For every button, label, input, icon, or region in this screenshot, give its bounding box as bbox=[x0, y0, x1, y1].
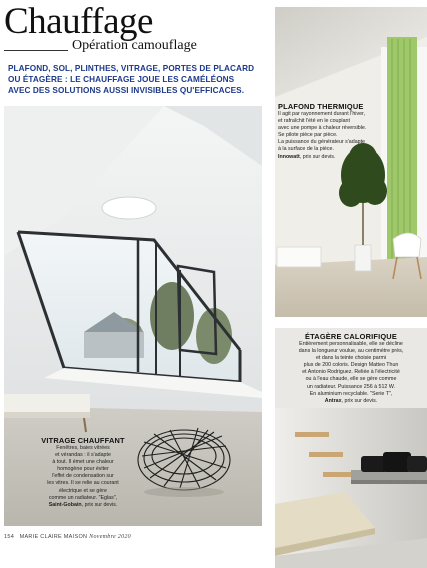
brand-name: Antrax bbox=[324, 397, 342, 404]
page-footer bbox=[4, 534, 131, 540]
issue-date: Novembre 2020 bbox=[89, 534, 131, 540]
magazine-name: MARIE CLAIRE MAISON bbox=[19, 534, 88, 540]
brand-name: Saint-Gobain bbox=[48, 501, 82, 508]
caption-heading: ÉTAGÈRE CALORIFIQUE bbox=[305, 332, 397, 341]
caption-thermal-ceiling bbox=[278, 102, 370, 161]
caption-body: Entièrement personnalisable, elle se décline dans la longueur voulue, au centimètre près, et dans la teinte choisie parmi plus de 200 coloris. Design Matteo Thun et Antonio Rodriguez. Reliée à l'électricité ou à l'eau chaude, elle se gère comme un radiateur. Puissance 256 à 512 W. En aluminium recyclable. "Serie T", Antrax, prix sur devis. bbox=[298, 341, 404, 404]
title-divider bbox=[4, 50, 68, 51]
page-number: 154 bbox=[4, 534, 15, 540]
living-room-photo bbox=[275, 7, 427, 317]
caption-heading: VITRAGE CHAUFFANT bbox=[41, 436, 125, 445]
page-subtitle: Opération camouflage bbox=[72, 38, 197, 53]
caption-heading: PLAFOND THERMIQUE bbox=[278, 102, 364, 111]
page-title: Chauffage bbox=[4, 1, 153, 42]
caption-body: Fenêtres, baies vitrées et vérandas : il s'adapte à tout. Il émet une chaleur homogène pour éviter l'effet de condensation sur les vitres. Il se relie au courant électrique et se gère comme un radiateur. "Eglas", Saint-Gobain, prix sur devis. bbox=[47, 445, 119, 508]
brand-name: Innowatt bbox=[278, 153, 300, 160]
caption-body: Il agit par rayonnement durant l'hiver, et rafraîchit l'été en le couplant avec une pompe à chaleur réversible. Se pilote pièce par pièce. La puissance du générateur s'adapte à la surface de la pièce. Innowatt, prix sur devis. bbox=[278, 111, 367, 160]
caption-heated-shelf bbox=[278, 332, 424, 405]
caption-heated-glazing bbox=[40, 436, 126, 509]
intro-paragraph: PLAFOND, SOL, PLINTHES, VITRAGE, PORTES DE PLACARD OU ÉTAGÈRE : LE CHAUFFAGE JOUE LES CAMÉLÉONS AVEC DES SOLUTIONS AUSSI INVISIBLES QU'EFFICACES. bbox=[8, 64, 255, 95]
